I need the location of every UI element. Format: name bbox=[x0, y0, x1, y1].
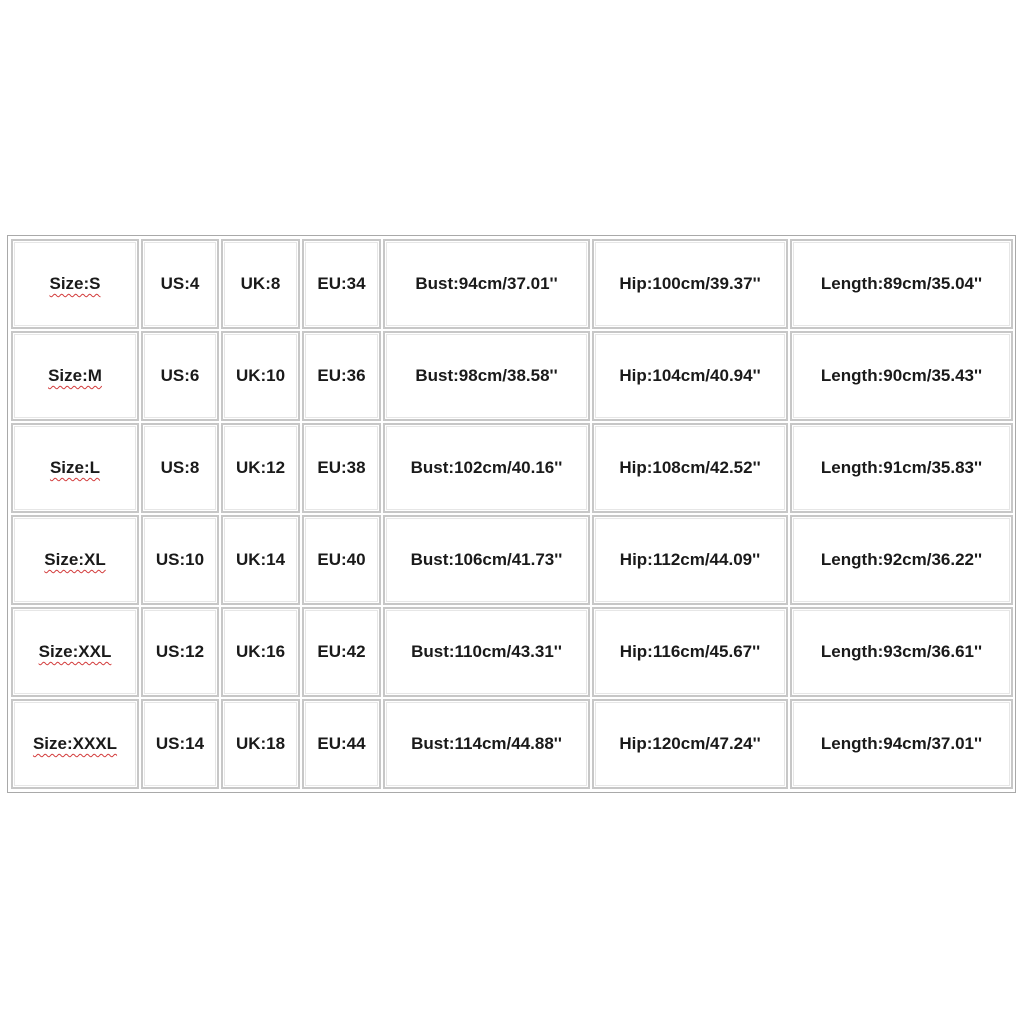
us-cell bbox=[141, 515, 219, 605]
uk-cell bbox=[221, 239, 300, 329]
size-label: Size:XL bbox=[44, 550, 106, 569]
length-cell bbox=[790, 607, 1013, 697]
eu-label: EU:42 bbox=[317, 642, 366, 661]
uk-cell bbox=[221, 515, 300, 605]
size-cell bbox=[11, 423, 139, 513]
us-cell bbox=[141, 699, 219, 789]
bust-cell bbox=[383, 699, 590, 789]
us-label: US:14 bbox=[155, 734, 205, 753]
hip-cell bbox=[592, 239, 788, 329]
eu-label: EU:44 bbox=[317, 734, 366, 753]
uk-label: UK:18 bbox=[235, 734, 286, 753]
eu-label: EU:36 bbox=[317, 366, 366, 385]
eu-cell bbox=[302, 515, 381, 605]
length-label: Length:94cm/37.01'' bbox=[820, 734, 983, 753]
bust-label: Bust:114cm/44.88'' bbox=[411, 734, 562, 753]
us-label: US:8 bbox=[160, 458, 200, 477]
size-chart-table bbox=[7, 235, 1016, 793]
length-label: Length:89cm/35.04'' bbox=[820, 274, 983, 293]
uk-cell bbox=[221, 699, 300, 789]
eu-label: EU:34 bbox=[317, 274, 366, 293]
uk-label: UK:14 bbox=[235, 550, 286, 569]
hip-cell bbox=[592, 331, 788, 421]
uk-cell bbox=[221, 331, 300, 421]
uk-label: UK:16 bbox=[235, 642, 286, 661]
bust-cell bbox=[383, 239, 590, 329]
bust-label: Bust:98cm/38.58'' bbox=[415, 366, 558, 385]
hip-label: Hip:100cm/39.37'' bbox=[619, 274, 761, 293]
uk-label: UK:12 bbox=[235, 458, 286, 477]
length-label: Length:90cm/35.43'' bbox=[820, 366, 983, 385]
us-label: US:12 bbox=[155, 642, 205, 661]
us-cell bbox=[141, 331, 219, 421]
eu-cell bbox=[302, 239, 381, 329]
us-cell bbox=[141, 239, 219, 329]
bust-label: Bust:94cm/37.01'' bbox=[415, 274, 558, 293]
length-cell bbox=[790, 239, 1013, 329]
size-label: Size:L bbox=[49, 458, 101, 477]
size-label: Size:XXL bbox=[38, 642, 112, 661]
length-label: Length:91cm/35.83'' bbox=[820, 458, 983, 477]
size-label: Size:S bbox=[49, 274, 101, 293]
eu-label: EU:38 bbox=[317, 458, 366, 477]
eu-cell bbox=[302, 699, 381, 789]
eu-label: EU:40 bbox=[317, 550, 366, 569]
eu-cell bbox=[302, 607, 381, 697]
bust-label: Bust:106cm/41.73'' bbox=[410, 550, 563, 569]
length-cell bbox=[790, 515, 1013, 605]
size-cell bbox=[11, 331, 139, 421]
hip-label: Hip:120cm/47.24'' bbox=[619, 734, 761, 753]
hip-label: Hip:104cm/40.94'' bbox=[619, 366, 761, 385]
bust-label: Bust:110cm/43.31'' bbox=[411, 642, 562, 661]
size-cell bbox=[11, 607, 139, 697]
bust-cell bbox=[383, 423, 590, 513]
hip-label: Hip:116cm/45.67'' bbox=[619, 642, 761, 661]
hip-cell bbox=[592, 423, 788, 513]
us-label: US:6 bbox=[160, 366, 200, 385]
eu-cell bbox=[302, 423, 381, 513]
length-label: Length:92cm/36.22'' bbox=[820, 550, 983, 569]
uk-cell bbox=[221, 607, 300, 697]
hip-label: Hip:112cm/44.09'' bbox=[619, 550, 761, 569]
length-cell bbox=[790, 331, 1013, 421]
length-cell bbox=[790, 423, 1013, 513]
hip-label: Hip:108cm/42.52'' bbox=[619, 458, 761, 477]
us-label: US:10 bbox=[155, 550, 205, 569]
bust-label: Bust:102cm/40.16'' bbox=[410, 458, 563, 477]
size-cell bbox=[11, 699, 139, 789]
size-label: Size:M bbox=[48, 366, 102, 385]
size-cell bbox=[11, 515, 139, 605]
length-cell bbox=[790, 699, 1013, 789]
hip-cell bbox=[592, 515, 788, 605]
hip-cell bbox=[592, 607, 788, 697]
us-label: US:4 bbox=[160, 274, 200, 293]
bust-cell bbox=[383, 331, 590, 421]
eu-cell bbox=[302, 331, 381, 421]
us-cell bbox=[141, 607, 219, 697]
uk-label: UK:8 bbox=[240, 274, 281, 293]
us-cell bbox=[141, 423, 219, 513]
hip-cell bbox=[592, 699, 788, 789]
length-label: Length:93cm/36.61'' bbox=[820, 642, 983, 661]
size-cell bbox=[11, 239, 139, 329]
size-label: Size:XXXL bbox=[32, 734, 118, 753]
bust-cell bbox=[383, 515, 590, 605]
uk-cell bbox=[221, 423, 300, 513]
uk-label: UK:10 bbox=[235, 366, 286, 385]
bust-cell bbox=[383, 607, 590, 697]
